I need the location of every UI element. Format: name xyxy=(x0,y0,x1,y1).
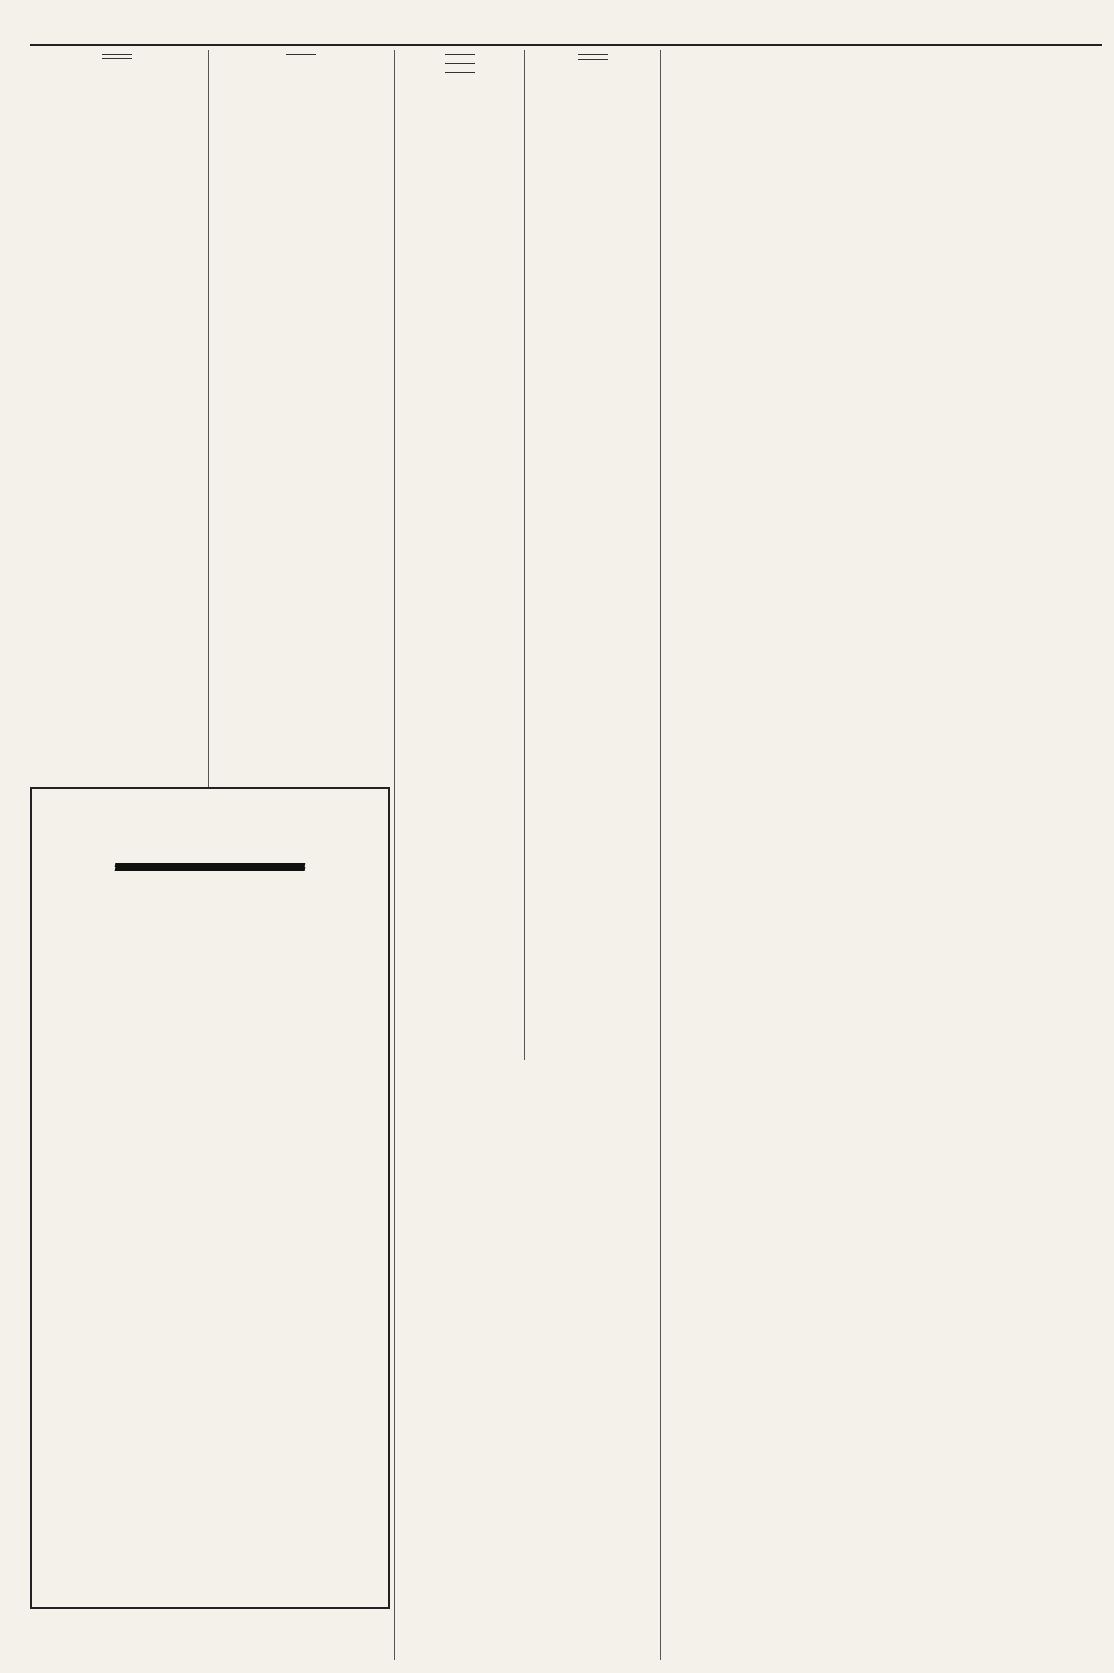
ad-note xyxy=(32,871,388,879)
column-rule xyxy=(394,50,395,1660)
article-entertainments xyxy=(529,50,656,1060)
column-rule xyxy=(208,50,209,830)
sheeting-size xyxy=(48,843,136,845)
sheeting-row xyxy=(48,833,372,835)
article-women-teachers xyxy=(32,50,202,825)
logo-banner xyxy=(115,867,306,871)
column-rule xyxy=(660,50,661,1660)
article-continued xyxy=(213,50,389,825)
sheeting-row xyxy=(48,843,372,845)
sheeting-size xyxy=(48,823,136,825)
sheeting-items xyxy=(136,823,372,825)
sheeting-items xyxy=(136,833,372,835)
sheeting-row xyxy=(48,823,372,825)
sheeting-list xyxy=(32,819,388,855)
article-column-3 xyxy=(400,50,520,1655)
masthead xyxy=(30,14,1102,46)
ad-housewife-sheeting xyxy=(30,787,390,1609)
sheeting-size xyxy=(48,833,136,835)
sheeting-items xyxy=(136,843,372,845)
ad-body xyxy=(32,803,388,819)
store-logo xyxy=(115,863,305,871)
column-rule xyxy=(524,50,525,1060)
